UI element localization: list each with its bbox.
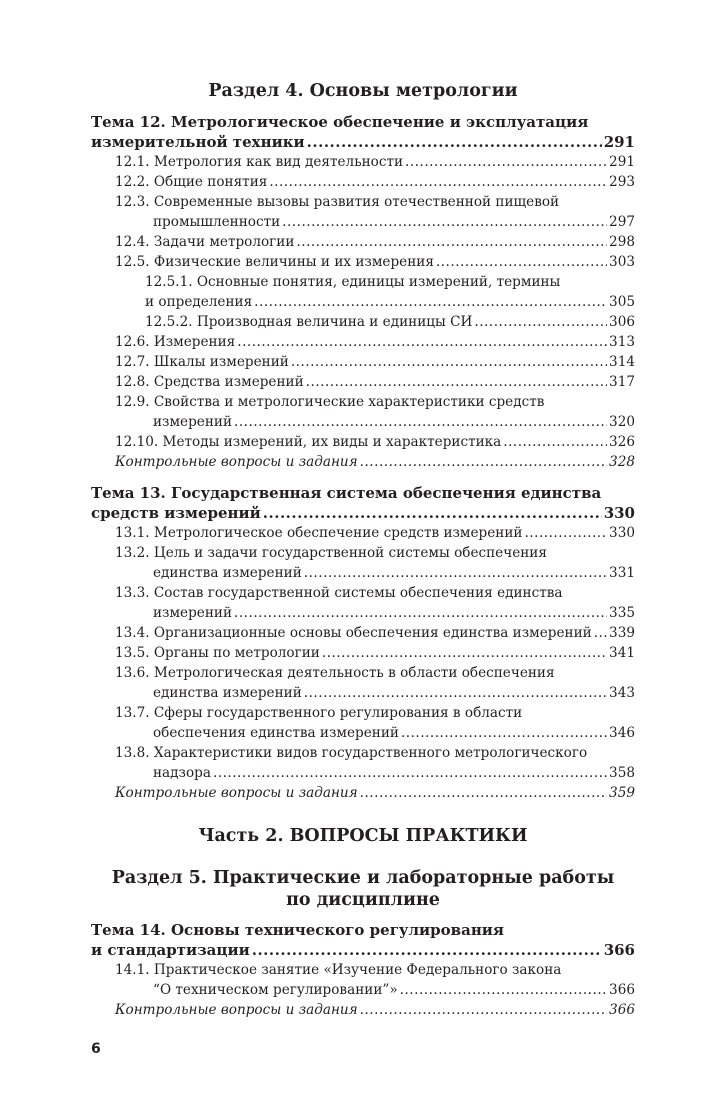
topic-13-title-line2: средств измерений [91, 504, 261, 522]
leader-dots [252, 940, 602, 960]
toc-entry-13-8: 13.8. Характеристики видов государственного метрологического надзора ..... 358 [91, 743, 635, 783]
topic-13-title-line1: Тема 13. Государственная система обеспечения единства [91, 484, 602, 502]
topic-14-page: 366 [603, 941, 635, 959]
toc-entry-12-7: 12.7. Шкалы измерений ..... 314 [91, 352, 635, 372]
toc-entry-13-6: 13.6. Метрологическая деятельность в области обеспечения единства измерений ..... 343 [91, 663, 635, 703]
leader-dots [307, 132, 602, 152]
topic-12-title-line2: измерительной техники [91, 133, 305, 151]
toc-entry-12-5: 12.5. Физические величины и их измерения ..... 303 [91, 252, 635, 272]
toc-entry-13-2: 13.2. Цель и задачи государственной системы обеспечения единства измерений ..... 331 [91, 543, 635, 583]
topic-14-title-line1: Тема 14. Основы технического регулирования [91, 921, 505, 939]
toc-entry-12-5-1: 12.5.1. Основные понятия, единицы измерений, термины и определения ..... 305 [91, 272, 635, 312]
topic-12-heading [91, 112, 635, 152]
toc-entry-12-9: 12.9. Свойства и метрологические характеристики средств измерений ..... 320 [91, 392, 635, 432]
toc-entry-14-1: 14.1. Практическое занятие «Изучение Федерального закона “О техническом регулировании”» ..... 366 [91, 960, 635, 1000]
toc-entry-13-4: 13.4. Организационные основы обеспечения единства измерений ..... 339 [91, 623, 635, 643]
table-of-contents [91, 80, 635, 1020]
toc-entry-13-1: 13.1. Метрологическое обеспечение средств измерений ..... 330 [91, 523, 635, 543]
section-5-title [91, 867, 635, 911]
topic-14-title-line2: и стандартизации [91, 941, 250, 959]
topic-13-page: 330 [603, 504, 635, 522]
page-number: 6 [91, 1041, 101, 1057]
toc-entry-12-review: Контрольные вопросы и задания ..... 328 [91, 452, 635, 472]
toc-entry-13-5: 13.5. Органы по метрологии ..... 341 [91, 643, 635, 663]
toc-entry-12-5-2: 12.5.2. Производная величина и единицы СИ ..... 306 [91, 312, 635, 332]
topic-14-heading [91, 920, 635, 960]
topic-12-page: 291 [603, 133, 635, 151]
leader-dots [263, 503, 602, 523]
section-5-title-line1: Раздел 5. Практические и лабораторные работы [111, 868, 615, 888]
section-5-title-line2: по дисциплине [286, 890, 440, 910]
part-2-title: Часть 2. ВОПРОСЫ ПРАКТИКИ [198, 826, 528, 846]
toc-entry-12-3: 12.3. Современные вызовы развития отечественной пищевой промышленности ..... 297 [91, 192, 635, 232]
toc-entry-12-6: 12.6. Измерения ..... 313 [91, 332, 635, 352]
toc-entry-12-4: 12.4. Задачи метрологии ..... 298 [91, 232, 635, 252]
section-4-title: Раздел 4. Основы метрологии [208, 81, 518, 101]
toc-entry-12-2: 12.2. Общие понятия ..... 293 [91, 172, 635, 192]
toc-entry-12-10: 12.10. Методы измерений, их виды и характеристика ..... 326 [91, 432, 635, 452]
toc-entry-13-7: 13.7. Сферы государственного регулирования в области обеспечения единства измерений ..... 346 [91, 703, 635, 743]
toc-entry-13-review: Контрольные вопросы и задания ..... 359 [91, 783, 635, 803]
topic-13-heading [91, 483, 635, 523]
toc-entry-12-1: 12.1. Метрология как вид деятельности ..... 291 [91, 152, 635, 172]
toc-entry-14-review: Контрольные вопросы и задания ..... 366 [91, 1000, 635, 1020]
toc-entry-12-8: 12.8. Средства измерений ..... 317 [91, 372, 635, 392]
toc-entry-13-3: 13.3. Состав государственной системы обеспечения единства измерений ..... 335 [91, 583, 635, 623]
topic-12-title-line1: Тема 12. Метрологическое обеспечение и эксплуатация [91, 113, 589, 131]
